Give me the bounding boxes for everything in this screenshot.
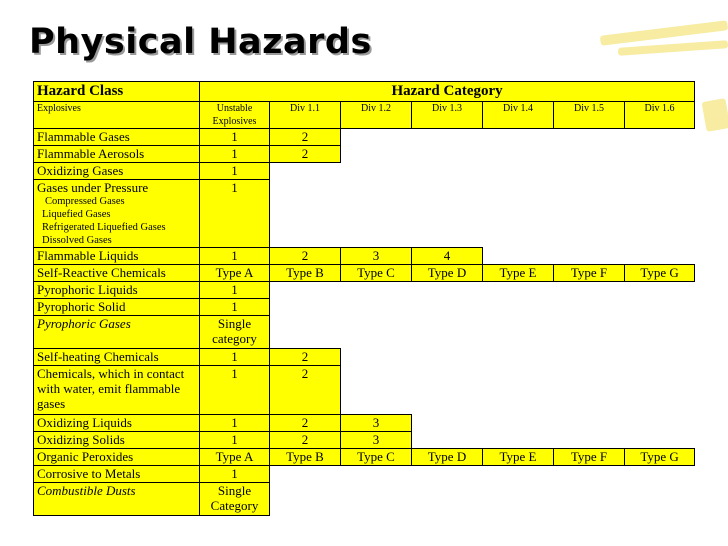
header-hazard-category: Hazard Category xyxy=(200,82,695,102)
category-cell: 2 xyxy=(270,432,341,449)
hazard-class-label: Self-Reactive Chemicals xyxy=(34,265,200,282)
category-cell: Type D xyxy=(412,449,483,466)
category-cell: 1 xyxy=(200,163,270,180)
category-cell: Type A xyxy=(200,449,270,466)
category-cell: Type E xyxy=(483,265,554,282)
hazard-class-label: Pyrophoric Solid xyxy=(34,299,200,316)
category-cell: Div 1.5 xyxy=(554,102,625,129)
table-row xyxy=(34,449,695,466)
hazard-class-label: Oxidizing Solids xyxy=(34,432,200,449)
empty-cell xyxy=(483,248,695,265)
category-cell: 1 xyxy=(200,349,270,366)
highlighter-stroke xyxy=(618,40,728,56)
table-row xyxy=(34,282,695,299)
empty-cell xyxy=(270,282,695,349)
category-cell: 2 xyxy=(270,349,341,366)
hazard-class-label: Flammable Liquids xyxy=(34,248,200,265)
hazard-class-label: Oxidizing Liquids xyxy=(34,415,200,432)
table-row xyxy=(34,415,695,432)
category-cell: 3 xyxy=(341,415,412,432)
category-cell: Type C xyxy=(341,265,412,282)
category-cell: 1 xyxy=(200,366,270,415)
category-cell: Type B xyxy=(270,265,341,282)
category-cell: Type G xyxy=(625,265,695,282)
hazard-class-label: Flammable Aerosols xyxy=(34,146,200,163)
sub-class-label: Dissolved Gases xyxy=(42,235,112,246)
hazard-class-label: Self-heating Chemicals xyxy=(34,349,200,366)
empty-cell xyxy=(270,163,341,180)
category-cell: 3 xyxy=(341,248,412,265)
table-row xyxy=(34,265,695,282)
hazard-class-label: Combustible Dusts xyxy=(34,483,200,516)
category-cell: Type E xyxy=(483,449,554,466)
category-cell: Div 1.1 xyxy=(270,102,341,129)
category-cell: Type A xyxy=(200,265,270,282)
table-row xyxy=(34,248,695,265)
category-cell: Type B xyxy=(270,449,341,466)
empty-cell xyxy=(270,180,341,248)
page-title: Physical Hazards xyxy=(29,22,372,62)
category-cell: 1 xyxy=(200,129,270,146)
hazard-class-label: Organic Peroxides xyxy=(34,449,200,466)
category-cell: 3 xyxy=(341,432,412,449)
hazard-class-label: Gases under Pressure xyxy=(37,180,149,195)
category-cell: Type G xyxy=(625,449,695,466)
category-cell: Single category xyxy=(200,316,270,349)
category-cell: Div 1.4 xyxy=(483,102,554,129)
category-cell: 2 xyxy=(270,366,341,415)
sub-class-label: Compressed Gases xyxy=(45,196,125,207)
category-cell: 1 xyxy=(200,146,270,163)
sub-class-label: Liquefied Gases xyxy=(42,209,111,220)
category-cell: Type D xyxy=(412,265,483,282)
hazard-class-label: Explosives xyxy=(34,102,200,129)
empty-cell xyxy=(270,466,695,516)
category-cell: Div 1.2 xyxy=(341,102,412,129)
table-row xyxy=(34,102,695,129)
category-cell: 2 xyxy=(270,415,341,432)
sub-class-label: Refrigerated Liquefied Gases xyxy=(42,222,166,233)
category-cell: Type C xyxy=(341,449,412,466)
hazard-class-label: Pyrophoric Liquids xyxy=(34,282,200,299)
category-cell: 1 xyxy=(200,299,270,316)
hazard-table xyxy=(33,81,695,516)
hazard-class-label: Oxidizing Gases xyxy=(34,163,200,180)
category-cell: 1 xyxy=(200,466,270,483)
category-cell: 2 xyxy=(270,146,341,163)
category-cell: 1 xyxy=(200,432,270,449)
category-cell: 1 xyxy=(200,282,270,299)
category-cell: 2 xyxy=(270,248,341,265)
table-row xyxy=(34,129,695,146)
table-row xyxy=(34,349,695,366)
category-cell: Div 1.3 xyxy=(412,102,483,129)
header-hazard-class: Hazard Class xyxy=(34,82,200,102)
category-cell: 4 xyxy=(412,248,483,265)
category-cell: 2 xyxy=(270,129,341,146)
table-header-row xyxy=(34,82,695,102)
hazard-class-label: Flammable Gases xyxy=(34,129,200,146)
category-cell: 1 xyxy=(200,180,270,248)
category-cell: Type F xyxy=(554,449,625,466)
hazard-class-label: Corrosive to Metals xyxy=(34,466,200,483)
category-cell: Single Category xyxy=(200,483,270,516)
category-cell: Div 1.6 xyxy=(625,102,695,129)
hazard-class-label: Pyrophoric Gases xyxy=(34,316,200,349)
highlighter-stroke xyxy=(702,98,728,132)
empty-cell xyxy=(341,129,695,248)
table-row xyxy=(34,466,695,483)
hazard-class-label: Chemicals, which in contact with water, emit flammable gases xyxy=(34,366,200,415)
category-cell: 1 xyxy=(200,248,270,265)
empty-cell xyxy=(412,415,695,449)
category-cell: Type F xyxy=(554,265,625,282)
empty-cell xyxy=(341,349,695,415)
category-cell: 1 xyxy=(200,415,270,432)
category-cell: Unstable Explosives xyxy=(200,102,270,129)
hazard-class-cell xyxy=(34,180,200,248)
